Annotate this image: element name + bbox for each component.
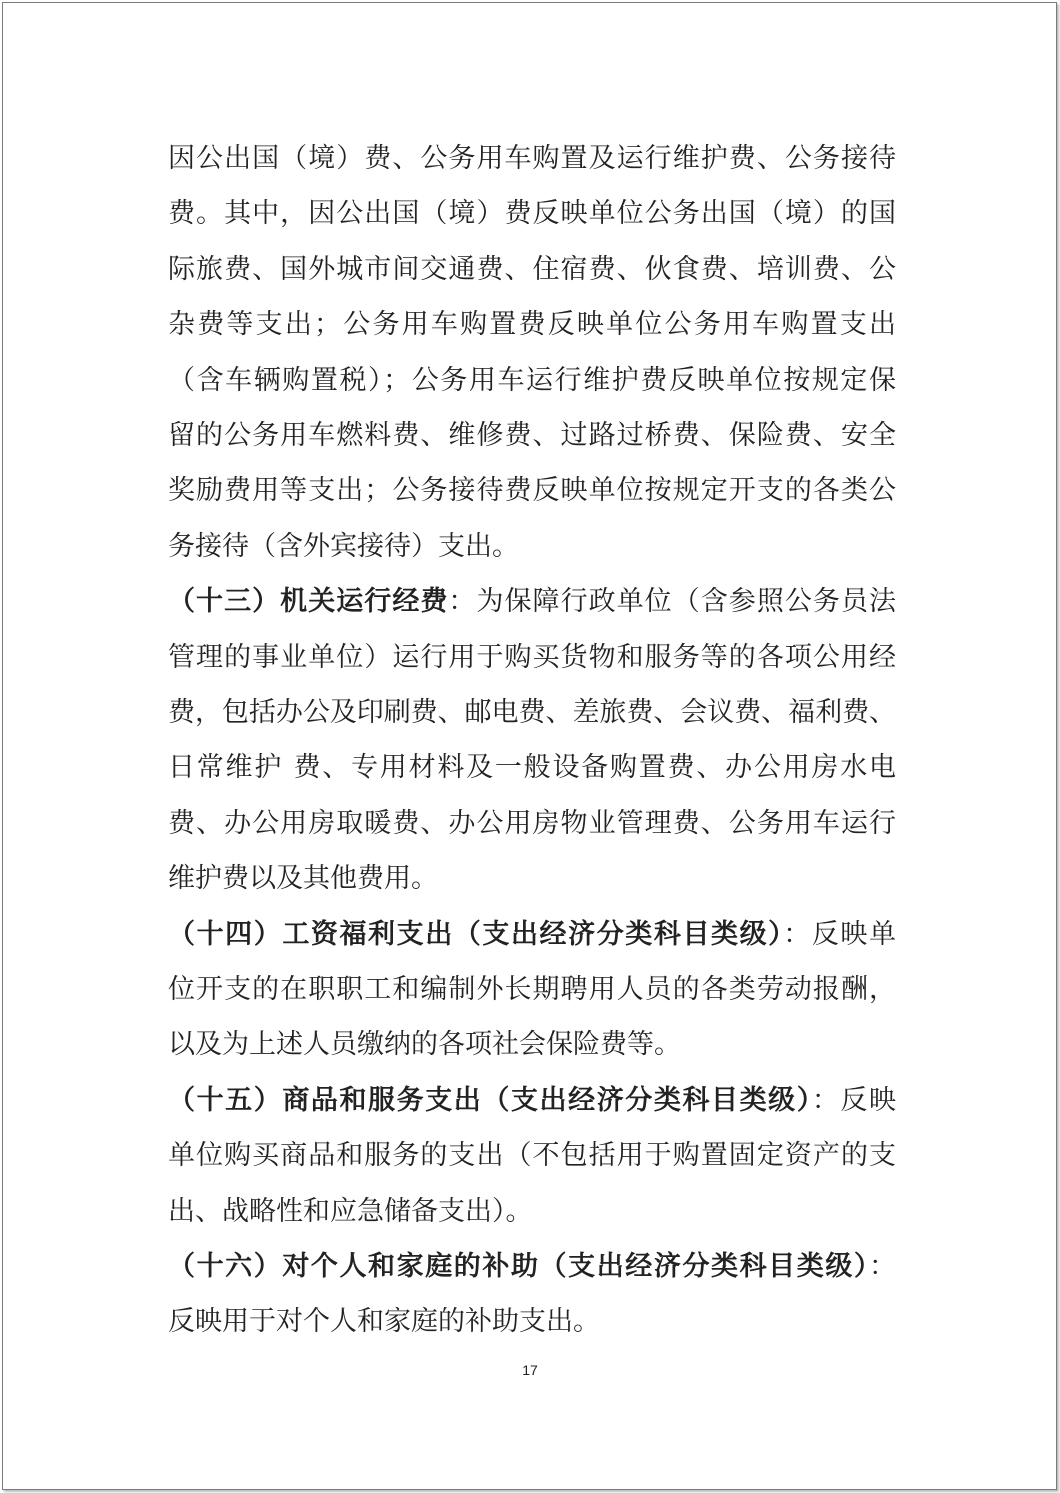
line-text: 务接待（含外宾接待）支出。 xyxy=(168,530,519,562)
line-text: 奖励费用等支出；公务接待费反映单位按规定开支的各类公 xyxy=(168,475,896,507)
text-line xyxy=(168,1294,896,1349)
line-text: ：反映单 xyxy=(783,918,896,950)
text-line xyxy=(168,519,896,574)
line-text: 日常维护 费、专用材料及一般设备购置费、办公用房水电 xyxy=(168,752,896,784)
line-text: 费。其中，因公出国（境）费反映单位公务出国（境）的国 xyxy=(168,198,896,230)
page-number: 17 xyxy=(522,1362,538,1378)
text-line xyxy=(168,851,896,906)
line-text: 留的公务用车燃料费、维修费、过路过桥费、保险费、安全 xyxy=(168,420,896,451)
line-text: 费、办公用房取暖费、办公用房物业管理费、公务用车运行 xyxy=(168,807,896,839)
line-text: 管理的事业单位）运行用于购买货物和服务等的各项公用经 xyxy=(168,641,896,673)
text-line xyxy=(168,186,896,241)
text-line xyxy=(168,1073,896,1128)
line-text: ： xyxy=(869,1251,896,1282)
line-text: （含车辆购置税）；公务用车运行维护费反映单位按规定保 xyxy=(168,364,896,396)
text-line xyxy=(168,353,896,408)
text-line xyxy=(168,962,896,1017)
text-line xyxy=(168,574,896,629)
section-heading: （十六）对个人和家庭的补助（支出经济分类科目类级） xyxy=(168,1251,869,1282)
text-line xyxy=(168,408,896,463)
section-heading: （十四）工资福利支出（支出经济分类科目类级） xyxy=(168,918,784,950)
text-line xyxy=(168,630,896,685)
line-text: 单位购买商品和服务的支出（不包括用于购置固定资产的支 xyxy=(168,1140,896,1172)
line-text: ：为保障行政单位（含参照公务员法 xyxy=(448,586,896,618)
text-line xyxy=(168,685,896,740)
section-heading: （十三）机关运行经费 xyxy=(168,586,449,618)
text-line xyxy=(168,907,896,962)
text-line xyxy=(168,242,896,297)
text-line xyxy=(168,796,896,851)
line-text: 出、战略性和应急储备支出）。 xyxy=(168,1195,533,1227)
line-text: 际旅费、国外城市间交通费、住宿费、伙食费、培训费、公 xyxy=(168,253,896,285)
text-line xyxy=(168,1184,896,1239)
text-line xyxy=(168,463,896,518)
line-text: 杂费等支出；公务用车购置费反映单位公务用车购置支出 xyxy=(168,309,896,341)
line-text: 以及为上述人员缴纳的各项社会保险费等。 xyxy=(168,1029,681,1061)
line-text: 维护费以及其他费用。 xyxy=(168,863,438,895)
section-heading: （十五）商品和服务支出（支出经济分类科目类级） xyxy=(168,1084,812,1116)
text-line xyxy=(168,131,896,186)
text-line xyxy=(168,740,896,795)
text-line xyxy=(168,297,896,352)
line-text: ：反映 xyxy=(811,1084,896,1116)
text-line xyxy=(168,1128,896,1183)
text-line xyxy=(168,1017,896,1072)
text-line xyxy=(168,1239,896,1294)
line-text: 费，包括办公及印刷费、邮电费、差旅费、会议费、福利费、 xyxy=(168,697,896,728)
line-text: 位开支的在职职工和编制外长期聘用人员的各类劳动报酬， xyxy=(168,974,896,1005)
line-text: 因公出国（境）费、公务用车购置及运行维护费、公务接待 xyxy=(168,143,896,174)
line-text: 反映用于对个人和家庭的补助支出。 xyxy=(168,1306,600,1338)
